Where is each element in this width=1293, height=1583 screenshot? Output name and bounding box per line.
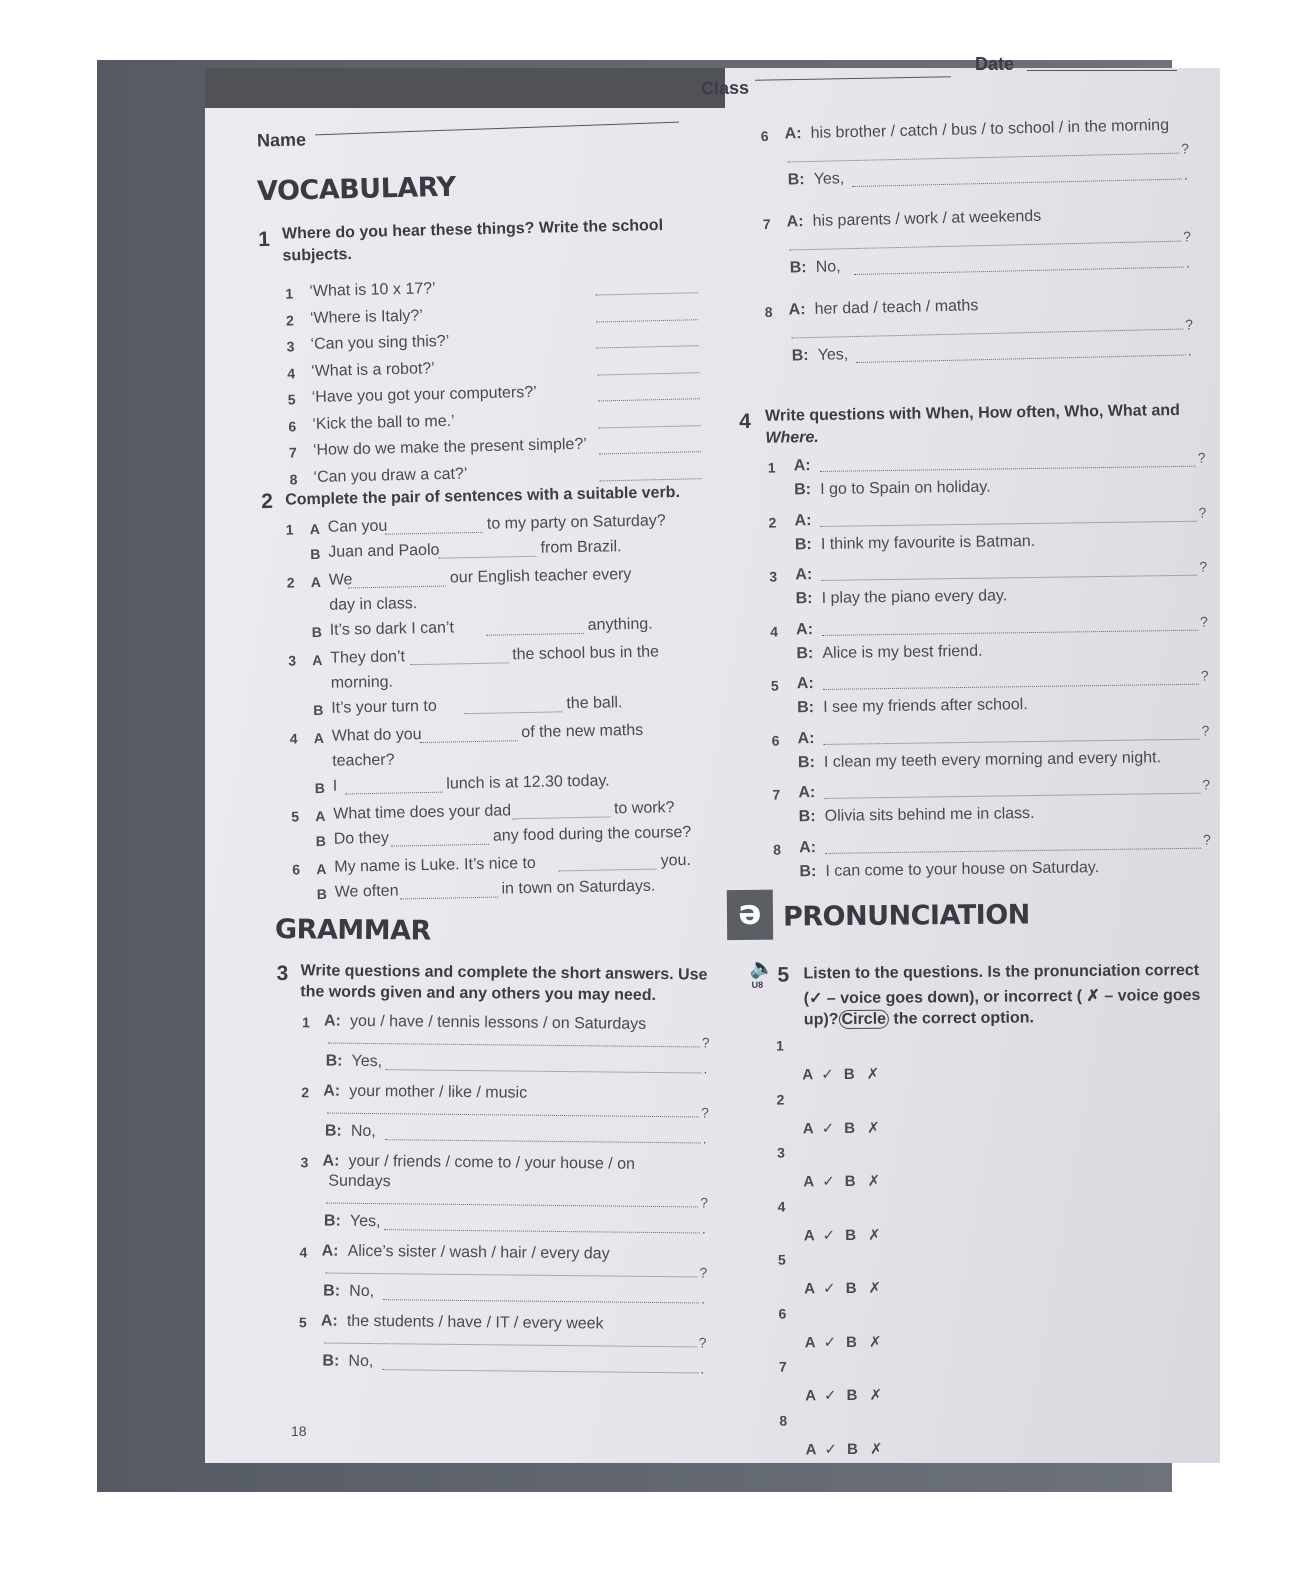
verb-answer-field[interactable] — [559, 869, 657, 872]
answer-options — [802, 1065, 879, 1084]
sentence-a-start: What do you — [331, 726, 422, 745]
item-number: 4 — [287, 364, 296, 382]
tick-icon: ✓ — [824, 1440, 838, 1458]
item-number: 7 — [778, 1358, 787, 1375]
vocabulary-title: VOCABULARY — [256, 171, 456, 208]
a-label: A: — [793, 457, 811, 475]
item-number: 5 — [298, 1314, 307, 1331]
item-number: 6 — [288, 417, 297, 435]
item-number: 4 — [289, 730, 298, 747]
cross-icon: ✗ — [869, 1386, 883, 1404]
item-number: 5 — [291, 808, 300, 825]
short-answer-start: No, — [350, 1122, 376, 1141]
item-number: 1 — [285, 285, 294, 302]
item-number: 4 — [299, 1244, 308, 1261]
question-mark: ? — [1199, 613, 1208, 630]
question-mark: ? — [1182, 228, 1192, 245]
given-answer: Alice is my best friend. — [822, 642, 983, 662]
option-b-letter: B — [311, 623, 323, 641]
option-b[interactable]: B — [843, 1065, 855, 1084]
answer-options — [806, 1439, 883, 1458]
question-mark: ? — [701, 1034, 710, 1051]
question-prompt: you / have / tennis lessons / on Saturdays — [349, 1012, 647, 1033]
sentence-b-end: in town on Saturdays. — [501, 877, 656, 898]
option-a[interactable]: A — [802, 1066, 814, 1084]
school-subject-answer-field[interactable] — [599, 425, 701, 428]
a-label: A: — [320, 1312, 338, 1330]
verb-answer-field[interactable] — [419, 740, 517, 743]
option-a[interactable]: A — [803, 1173, 815, 1191]
sentence-b-start: It’s your turn to — [331, 697, 437, 717]
option-a-letter: A — [309, 520, 321, 538]
a-label: A: — [322, 1152, 340, 1170]
verb-answer-field[interactable] — [400, 897, 498, 900]
pronunciation-title: PRONUNCIATION — [782, 899, 1030, 933]
answer-options — [804, 1279, 881, 1298]
question-answer-field[interactable] — [787, 153, 1179, 163]
question-answer-field[interactable] — [820, 466, 1196, 472]
exercise-3-instruction-cont: the words given and any others you may need. — [300, 983, 657, 1004]
sentence-a-end: to my party on Saturday? — [486, 512, 666, 533]
item-number: 3 — [288, 652, 297, 669]
short-answer-start: No, — [815, 258, 841, 276]
b-label: B: — [323, 1212, 341, 1230]
audio-speaker-icon[interactable]: 🔈 — [749, 957, 775, 980]
option-b[interactable]: B — [846, 1440, 858, 1458]
question-answer-field[interactable] — [326, 1203, 698, 1208]
a-label: A: — [784, 125, 802, 143]
exercise-4-instruction: Write questions with When, How often, Who, What and — [764, 401, 1180, 425]
given-answer: I can come to your house on Saturday. — [825, 858, 1100, 880]
school-subject-answer-field[interactable] — [598, 398, 700, 401]
question-mark: ? — [1180, 140, 1190, 157]
sentence-b-start: I — [332, 777, 338, 795]
worksheet-page — [205, 54, 1220, 1463]
option-b-letter: B — [310, 545, 321, 563]
cross-icon: ✗ — [868, 1333, 882, 1351]
sentence-a-end: the school bus in the — [512, 643, 660, 664]
question-answer-field[interactable] — [823, 684, 1199, 690]
question-answer-field[interactable] — [789, 241, 1181, 251]
exercise-5-instruction-end: up)? Circle the correct option. — [803, 1009, 1034, 1029]
item-number: 8 — [764, 303, 773, 321]
vocabulary-prompt: ‘What is a robot?’ — [310, 359, 435, 380]
sentence-b-end: lunch is at 12.30 today. — [446, 772, 610, 793]
exercise-3-number: 3 — [276, 962, 289, 986]
question-prompt: your mother / like / music — [349, 1082, 528, 1102]
option-a[interactable]: A — [803, 1226, 815, 1244]
sentence-b-start: Do they — [333, 829, 390, 848]
question-answer-field[interactable] — [327, 1113, 699, 1118]
full-stop: . — [703, 1060, 708, 1077]
cross-icon: ✗ — [867, 1119, 880, 1137]
short-answer-field[interactable] — [856, 355, 1186, 363]
sentence-a-cont: teacher? — [332, 751, 395, 770]
item-number: 1 — [767, 459, 776, 476]
question-answer-field[interactable] — [328, 1043, 700, 1048]
option-b[interactable]: B — [844, 1119, 856, 1137]
exercise-5-instruction: Listen to the questions. Is the pronunciation correct — [803, 961, 1200, 983]
question-answer-field[interactable] — [824, 738, 1200, 744]
answer-options — [805, 1332, 882, 1351]
option-b[interactable]: B — [844, 1172, 856, 1191]
sentence-b-start: It’s so dark I can’t — [329, 619, 455, 639]
vocabulary-prompt: ‘What is 10 x 17?’ — [309, 280, 436, 301]
exercise-4-number: 4 — [739, 409, 752, 434]
option-b-letter: B — [315, 832, 327, 850]
sentence-a-start: What time does your dad — [333, 802, 512, 823]
verb-answer-field[interactable] — [465, 711, 563, 714]
answer-options — [803, 1172, 880, 1191]
question-answer-field[interactable] — [825, 847, 1201, 853]
item-number: 3 — [776, 1144, 785, 1161]
item-number: 2 — [768, 514, 777, 531]
exercise-1-number: 1 — [257, 227, 271, 252]
verb-answer-field[interactable] — [348, 586, 446, 589]
a-label: A: — [321, 1242, 339, 1260]
given-answer: I clean my teeth every morning and every night. — [823, 748, 1162, 771]
item-number: 4 — [777, 1198, 786, 1215]
option-a-letter: A — [310, 573, 322, 591]
name-label: Name — [256, 129, 307, 151]
sentence-b-end: the ball. — [566, 694, 623, 713]
sentence-b-end: anything. — [587, 615, 653, 634]
short-answer-field[interactable] — [383, 1299, 699, 1303]
question-mark: ? — [1199, 558, 1208, 575]
date-label: Date — [975, 54, 1015, 74]
full-stop: . — [702, 1130, 707, 1147]
verb-answer-field[interactable] — [391, 844, 489, 847]
class-label: Class — [700, 77, 750, 99]
question-prompt: his brother / catch / bus / to school / in the morning — [810, 116, 1170, 142]
name-field[interactable] — [315, 122, 679, 136]
tick-icon: ✓ — [823, 1333, 837, 1351]
a-label: A: — [788, 301, 806, 319]
school-subject-answer-field[interactable] — [597, 345, 699, 348]
item-number: 3 — [769, 568, 778, 585]
header-bar — [205, 68, 725, 108]
tick-icon: ✓ — [823, 1280, 836, 1298]
answer-options — [804, 1225, 881, 1244]
a-label: A: — [323, 1012, 342, 1030]
sentence-a-end: you. — [660, 851, 692, 870]
circle-word: Circle — [838, 1010, 889, 1029]
verb-answer-field[interactable] — [439, 556, 537, 559]
vocabulary-prompt: ‘Can you draw a cat?’ — [313, 464, 468, 486]
short-answer-field[interactable] — [386, 1069, 702, 1073]
question-mark: ? — [699, 1264, 708, 1281]
b-label: B: — [794, 481, 812, 499]
question-mark: ? — [1184, 316, 1194, 333]
school-subject-answer-field[interactable] — [596, 319, 698, 322]
given-answer: Olivia sits behind me in class. — [824, 804, 1035, 825]
verb-answer-field[interactable] — [385, 532, 483, 535]
short-answer-start: No, — [349, 1282, 375, 1301]
b-label: B: — [791, 347, 809, 365]
question-mark: ? — [698, 1334, 707, 1351]
school-subject-answer-field[interactable] — [600, 478, 702, 481]
item-number: 6 — [760, 127, 769, 145]
b-label: B: — [787, 171, 805, 189]
a-label: A: — [794, 511, 812, 529]
school-subject-answer-field[interactable] — [597, 372, 699, 375]
sentence-a-end: to work? — [613, 799, 675, 818]
short-answer-field[interactable] — [384, 1229, 700, 1233]
question-mark: ? — [1202, 831, 1211, 848]
given-answer: I think my favourite is Batman. — [820, 532, 1036, 553]
item-number: 2 — [285, 311, 294, 329]
a-label: A: — [797, 729, 815, 747]
item-number: 2 — [776, 1091, 785, 1108]
sentence-a-start: We — [328, 571, 353, 589]
exercise-5-number: 5 — [777, 963, 790, 987]
cross-icon: ✗ — [869, 1440, 883, 1458]
verb-answer-field[interactable] — [344, 792, 442, 795]
vocabulary-prompt: ‘Kick the ball to me.’ — [312, 412, 455, 433]
sentence-b-start: We often — [334, 882, 399, 901]
item-number: 1 — [301, 1014, 310, 1031]
item-number: 3 — [300, 1154, 309, 1171]
question-mark: ? — [1197, 449, 1206, 466]
question-prompt-cont: Sundays — [328, 1172, 391, 1191]
question-mark: ? — [1202, 776, 1211, 793]
b-label: B: — [325, 1052, 343, 1070]
full-stop: . — [1187, 342, 1192, 359]
item-number: 5 — [287, 391, 296, 408]
exercise-2-instruction: Complete the pair of sentences with a suitable verb. — [285, 484, 681, 509]
sentence-b-start: Juan and Paolo — [328, 541, 440, 561]
item-number: 7 — [772, 786, 781, 803]
b-label: B: — [322, 1352, 340, 1370]
short-answer-field[interactable] — [382, 1369, 698, 1373]
option-b[interactable]: B — [845, 1279, 857, 1298]
tick-icon: ✓ — [821, 1119, 835, 1137]
answer-options — [803, 1118, 880, 1137]
school-subject-answer-field[interactable] — [599, 451, 701, 454]
cross-icon: ✗ — [867, 1172, 881, 1190]
short-answer-start: Yes, — [813, 170, 845, 188]
full-stop: . — [701, 1290, 706, 1307]
item-number: 8 — [289, 470, 298, 488]
question-mark: ? — [1198, 504, 1207, 521]
b-label: B: — [795, 590, 813, 608]
option-a[interactable]: A — [805, 1440, 817, 1458]
sentence-b-end: any food during the course? — [492, 823, 692, 845]
item-number: 1 — [285, 521, 294, 538]
b-label: B: — [798, 808, 816, 826]
question-mark: ? — [1200, 667, 1209, 684]
page-number: 18 — [291, 1423, 307, 1439]
vocabulary-prompt: ‘Can you sing this?’ — [310, 332, 450, 354]
sentence-a-start: My name is Luke. It’s nice to — [334, 854, 536, 876]
exercise-1-instruction-cont: subjects. — [282, 246, 353, 265]
question-prompt: the students / have / IT / every week — [346, 1312, 604, 1333]
given-answer: I go to Spain on holiday. — [820, 478, 991, 498]
option-a-letter: A — [315, 807, 326, 825]
option-b[interactable]: B — [845, 1226, 857, 1244]
cross-icon: ✗ — [867, 1226, 881, 1244]
vocabulary-prompt: ‘Where is Italy?’ — [309, 306, 424, 327]
tick-icon: ✓ — [822, 1173, 835, 1191]
item-number: 8 — [773, 841, 782, 858]
item-number: 6 — [771, 732, 780, 749]
verb-answer-field[interactable] — [486, 633, 584, 636]
option-b-letter: B — [316, 885, 328, 903]
school-subject-answer-field[interactable] — [596, 292, 698, 295]
short-answer-start: Yes, — [351, 1052, 383, 1071]
item-number: 2 — [301, 1084, 310, 1101]
tick-icon: ✓ — [822, 1226, 836, 1244]
a-label: A: — [796, 675, 814, 693]
a-label: A: — [798, 784, 816, 802]
question-answer-field[interactable] — [821, 520, 1197, 526]
item-number: 6 — [292, 861, 301, 878]
short-answer-start: Yes, — [817, 346, 849, 364]
item-number: 7 — [288, 444, 297, 461]
class-field[interactable] — [755, 76, 951, 80]
question-prompt: your / friends / come to / your house / on — [348, 1152, 636, 1173]
b-label: B: — [799, 862, 817, 880]
item-number: 5 — [770, 677, 779, 694]
given-answer: I see my friends after school. — [823, 696, 1028, 716]
cross-icon: ✗ — [866, 1065, 880, 1083]
b-label: B: — [323, 1282, 341, 1300]
item-number: 4 — [770, 623, 779, 640]
item-number: 7 — [762, 215, 771, 233]
sentence-a-cont: morning. — [330, 673, 394, 692]
track-number: U8 — [751, 979, 764, 990]
full-stop: . — [701, 1220, 706, 1237]
a-label: A: — [323, 1082, 341, 1100]
item-number: 6 — [778, 1305, 787, 1322]
full-stop: . — [700, 1360, 705, 1377]
option-b[interactable]: B — [846, 1386, 858, 1405]
option-a[interactable]: A — [804, 1280, 816, 1298]
short-answer-start: Yes, — [349, 1212, 381, 1231]
given-answer: I play the piano every day. — [821, 587, 1008, 607]
option-a[interactable]: A — [804, 1333, 816, 1351]
sentence-a-end: our English teacher every — [449, 565, 632, 587]
short-answer-field[interactable] — [854, 267, 1184, 275]
a-label: A: — [795, 566, 813, 584]
vocabulary-prompt: ‘Have you got your computers?’ — [311, 383, 537, 406]
item-number: 2 — [286, 574, 295, 591]
verb-answer-field[interactable] — [512, 816, 610, 819]
sentence-a-start: Can you — [327, 517, 388, 536]
question-prompt: Alice’s sister / wash / hair / every day — [347, 1242, 610, 1263]
option-a[interactable]: A — [805, 1387, 817, 1405]
short-answer-field[interactable] — [385, 1139, 701, 1143]
question-prompt: his parents / work / at weekends — [812, 207, 1042, 230]
option-b[interactable]: B — [846, 1333, 858, 1351]
option-a-letter: A — [312, 651, 323, 669]
option-b-letter: B — [313, 701, 324, 719]
full-stop: . — [1185, 254, 1190, 271]
option-a-letter: A — [316, 860, 327, 878]
option-a-letter: A — [313, 729, 325, 747]
item-number: 5 — [777, 1251, 786, 1268]
full-stop: . — [1183, 166, 1188, 183]
question-prompt: her dad / teach / maths — [814, 297, 979, 318]
sentence-b-end: from Brazil. — [540, 538, 622, 557]
b-label: B: — [324, 1122, 342, 1140]
a-label: A: — [786, 213, 804, 231]
item-number: 3 — [286, 338, 295, 355]
item-number: 1 — [776, 1037, 784, 1054]
b-label: B: — [789, 259, 807, 277]
cross-icon: ✗ — [868, 1279, 882, 1297]
vocabulary-prompt: ‘How do we make the present simple?’ — [312, 435, 587, 459]
option-b-letter: B — [314, 779, 326, 797]
exercise-3-instruction: Write questions and complete the short answers. Use — [300, 962, 708, 984]
date-field[interactable] — [1027, 70, 1177, 71]
exercise-2-number: 2 — [261, 489, 274, 514]
question-answer-field[interactable] — [824, 793, 1200, 799]
question-answer-field[interactable] — [821, 575, 1197, 581]
short-answer-field[interactable] — [852, 179, 1182, 187]
sentence-a-end: of the new maths — [521, 721, 644, 742]
schwa-icon: ə — [727, 890, 773, 940]
exercise-4-instruction-cont: Where. — [765, 428, 819, 447]
option-a[interactable]: A — [802, 1119, 814, 1137]
question-mark: ? — [701, 1104, 709, 1121]
short-answer-start: No, — [348, 1352, 374, 1371]
b-label: B: — [794, 535, 812, 553]
exercise-5-instruction-cont: (✓ – voice goes down), or incorrect ( ✗ – voice goes — [803, 986, 1201, 1008]
b-label: B: — [796, 644, 814, 662]
a-label: A: — [799, 838, 817, 856]
question-answer-field[interactable] — [325, 1343, 697, 1348]
question-mark: ? — [700, 1194, 709, 1211]
b-label: B: — [797, 699, 815, 717]
answer-options — [805, 1386, 882, 1405]
photo-background — [97, 54, 1211, 1492]
grammar-title: GRAMMAR — [274, 914, 431, 947]
a-label: A: — [795, 620, 814, 638]
question-answer-field[interactable] — [325, 1273, 697, 1278]
question-mark: ? — [1201, 722, 1210, 739]
question-answer-field[interactable] — [791, 329, 1183, 339]
exercise-1-instruction: Where do you hear these things? Write the school — [281, 216, 664, 243]
question-answer-field[interactable] — [822, 629, 1198, 635]
sentence-a-start: They don’t — [330, 648, 406, 667]
sentence-a-cont: day in class. — [329, 595, 418, 614]
verb-answer-field[interactable] — [410, 662, 508, 665]
tick-icon: ✓ — [823, 1387, 837, 1405]
item-number: 8 — [779, 1412, 788, 1429]
b-label: B: — [797, 753, 815, 771]
tick-icon: ✓ — [821, 1066, 834, 1084]
